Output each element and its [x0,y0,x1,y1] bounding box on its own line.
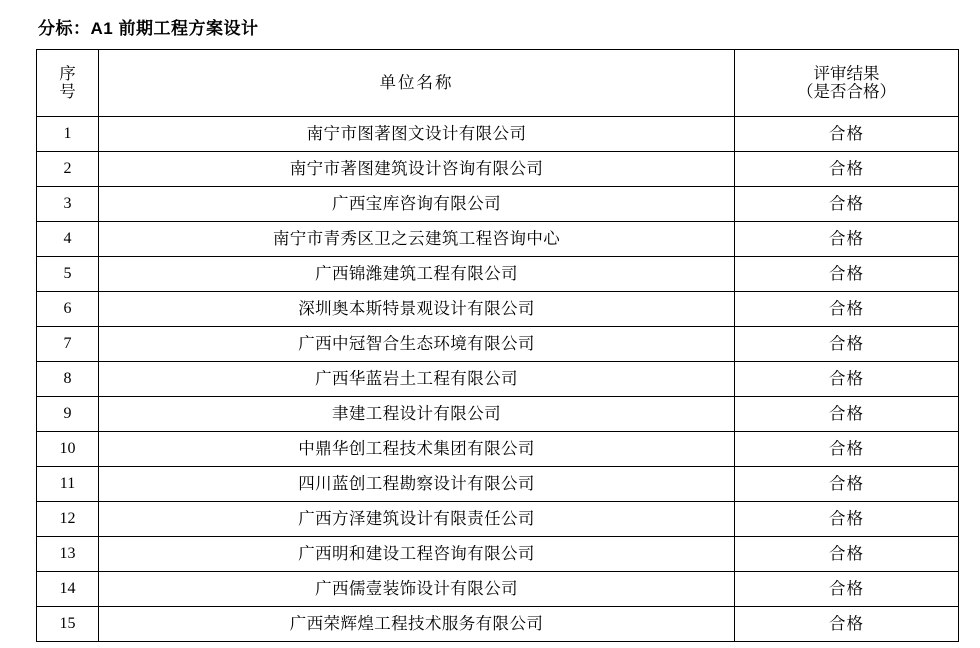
cell-result: 合格 [735,607,959,642]
cell-unit-name: 中鼎华创工程技术集团有限公司 [99,432,735,467]
cell-unit-name: 深圳奥本斯特景观设计有限公司 [99,292,735,327]
page-title: 分标：A1 前期工程方案设计 [38,19,259,38]
cell-unit-name: 广西方泽建筑设计有限责任公司 [99,502,735,537]
table-row [37,362,959,397]
cell-unit-name: 南宁市青秀区卫之云建筑工程咨询中心 [99,222,735,257]
cell-result: 合格 [735,467,959,502]
evaluation-result-table [36,49,959,642]
cell-index: 13 [37,537,99,572]
table-row [37,187,959,222]
cell-index: 1 [37,117,99,152]
cell-index: 7 [37,327,99,362]
column-header-index-line2: 号 [59,82,76,101]
cell-index: 14 [37,572,99,607]
table-header-row [37,50,959,117]
column-header-unit-name: 单位名称 [99,50,735,117]
cell-index: 8 [37,362,99,397]
table-row [37,432,959,467]
cell-index: 10 [37,432,99,467]
column-header-result-line2: （是否合格） [797,82,896,101]
table-row [37,607,959,642]
table-body [37,117,959,642]
table-row [37,467,959,502]
table-row [37,537,959,572]
cell-result: 合格 [735,187,959,222]
cell-index: 5 [37,257,99,292]
cell-unit-name: 四川蓝创工程勘察设计有限公司 [99,467,735,502]
cell-result: 合格 [735,397,959,432]
cell-unit-name: 广西宝库咨询有限公司 [99,187,735,222]
column-header-result [735,50,959,117]
cell-result: 合格 [735,502,959,537]
table-row [37,257,959,292]
table-header [37,50,959,117]
cell-result: 合格 [735,292,959,327]
cell-result: 合格 [735,257,959,292]
column-header-result-line1: 评审结果 [813,63,880,83]
column-header-index-line1: 序 [59,63,76,83]
cell-index: 3 [37,187,99,222]
cell-result: 合格 [735,327,959,362]
cell-result: 合格 [735,362,959,397]
cell-index: 11 [37,467,99,502]
cell-result: 合格 [735,152,959,187]
cell-result: 合格 [735,572,959,607]
table-row [37,327,959,362]
cell-index: 4 [37,222,99,257]
cell-index: 12 [37,502,99,537]
cell-result: 合格 [735,432,959,467]
cell-unit-name: 广西锦潍建筑工程有限公司 [99,257,735,292]
cell-unit-name: 南宁市图著图文设计有限公司 [99,117,735,152]
table-row [37,117,959,152]
cell-unit-name: 南宁市著图建筑设计咨询有限公司 [99,152,735,187]
cell-unit-name: 广西荣辉煌工程技术服务有限公司 [99,607,735,642]
cell-index: 6 [37,292,99,327]
cell-index: 15 [37,607,99,642]
cell-index: 2 [37,152,99,187]
cell-result: 合格 [735,222,959,257]
cell-unit-name: 广西明和建设工程咨询有限公司 [99,537,735,572]
table-row [37,152,959,187]
cell-unit-name: 广西中冠智合生态环境有限公司 [99,327,735,362]
cell-unit-name: 广西华蓝岩土工程有限公司 [99,362,735,397]
cell-result: 合格 [735,537,959,572]
table-row [37,572,959,607]
table-row [37,292,959,327]
table-row [37,222,959,257]
cell-index: 9 [37,397,99,432]
cell-unit-name: 广西儒壹装饰设计有限公司 [99,572,735,607]
table-row [37,397,959,432]
column-header-index [37,50,99,117]
table-row [37,502,959,537]
cell-unit-name: 聿建工程设计有限公司 [99,397,735,432]
cell-result: 合格 [735,117,959,152]
